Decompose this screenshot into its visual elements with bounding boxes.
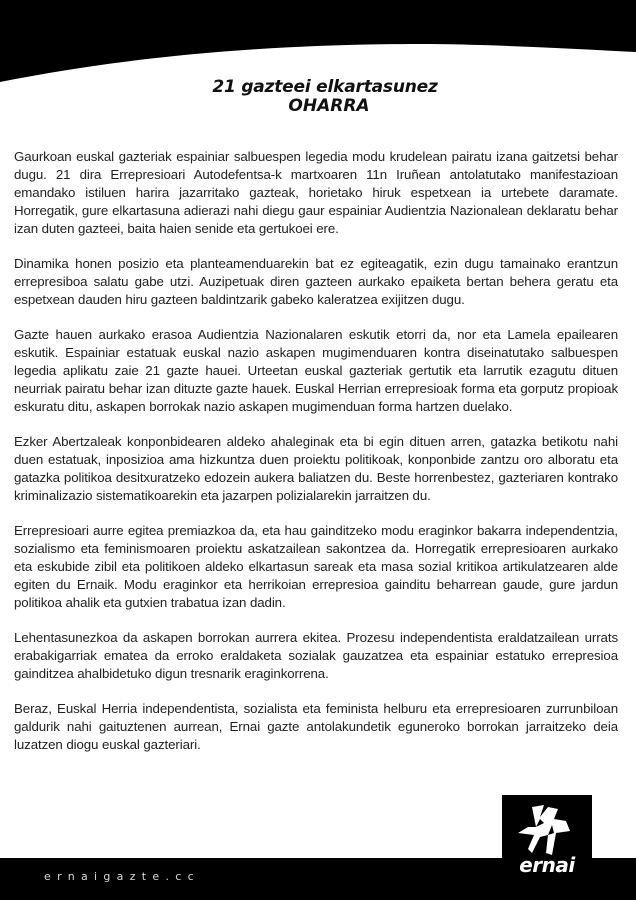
- paragraph: Errepresioari aurre egitea premiazkoa da, eta hau gainditzeko modu eraginkor bakarra independentzia, sozialismo eta feminismoaren proiektu askatzailean sakontzea da. Horregatik errepresioaren aurkako eta eskubide zibil eta politikoen aldeko elkartasun sareak eta masa sozial kritikoa artikulatzearen alde egiten du Ernaik. Modu eraginkor eta herrikoian errepresioa gainditu beharrean gaude, gure jardun politikoa ahalik eta gutxien trabatua izan dadin.: [14, 523, 618, 610]
- paragraph: Ezker Abertzaleak konponbidearen aldeko ahaleginak eta bi egin dituen arren, gatazka betikotu nahi duen estatuak, inposizioa ama hizkuntza duen proiektu politikoak, konponbide zantzu oro alboratu eta gatazka politikoa desitxuratzeko edozein aukera baliatzen du. Beste horrenbestez, gazteriaren kontrako kriminalizazio sistematikoarekin eta jazarpen polizialarekin jarraitzen du.: [14, 434, 618, 503]
- paragraph: Beraz, Euskal Herria independentista, sozialista eta feminista helburu eta errepresioaren zurrunbiloan galdurik nahi gaituztenen aurrean, Ernai gazte antolakundetik eguneroko borrokan jarraitzeko deia luzatzen diogu euskal gazteriari.: [14, 701, 618, 752]
- logo-text: ernai: [519, 853, 575, 877]
- ernai-star-logo-icon: [514, 803, 576, 859]
- website-link[interactable]: ernaigazte.cc: [44, 870, 200, 883]
- paragraph: Lehentasunezkoa da askapen borrokan aurrera ekitea. Prozesu independentista eraldatzailean urrats erabakigarriak ematea da erroko eraldaketa sozialak gauzatzea eta espainiar estatuko errepresioa gainditzea ahalbidetuko digun tresnarik eraginkorrena.: [14, 630, 618, 681]
- title-line-2: OHARRA: [288, 96, 370, 116]
- paragraph: Dinamika honen posizio eta planteamenduarekin bat ez egiteagatik, ezin dugu tamainako erantzun errepresiboa salatu gabe utzi. Auzipetuak diren gazteen aurkako epaiketa bertan behera geratu eta espetxean dauden hiru gazteen baldintzarik gabeko kaleratzea exijitzen dugu.: [14, 256, 618, 307]
- document-body: [14, 148, 618, 771]
- paragraph: Gazte hauen aurkako erasoa Audientzia Nazionalaren eskutik etorri da, nor eta Lamela epailearen eskutik. Espainiar estatuak euskal nazio askapen mugimenduaren kontra diseinatutako salbuespen legedia aplikatu zaie 21 gazte hauei. Urteetan euskal gazteriak gertutik eta larrutik ezagutu dituen neurriak pairatu behar izan dituzte gazte hauek. Euskal Herrian errepresioak forma eta gorputz propioak eskuratu ditu, askapen borrokak nazio askapen mugimenduan forma hartzen duelako.: [14, 327, 618, 414]
- title-line-1: 21 gazteei elkartasunez: [212, 77, 438, 97]
- document-title: [0, 78, 636, 116]
- ernai-logo: [502, 795, 592, 900]
- paragraph: Gaurkoan euskal gazteriak espainiar salbuespen legedia modu krudelean pairatu izana gaitzetsi behar dugu. 21 dira Errepresioari Autodefentsa-k martxoaren 11n Iruñean antolatutako manifestazioan emandako istiluen harira jazarritako gazteak, horietako hiruk espetxean ia urtebete daramate. Horregatik, gure elkartasuna adierazi nahi diegu gaur espainiar Audientzia Nazionalean deklaratu behar izan duten gazteei, baita haien senide eta gertukoei ere.: [14, 149, 618, 236]
